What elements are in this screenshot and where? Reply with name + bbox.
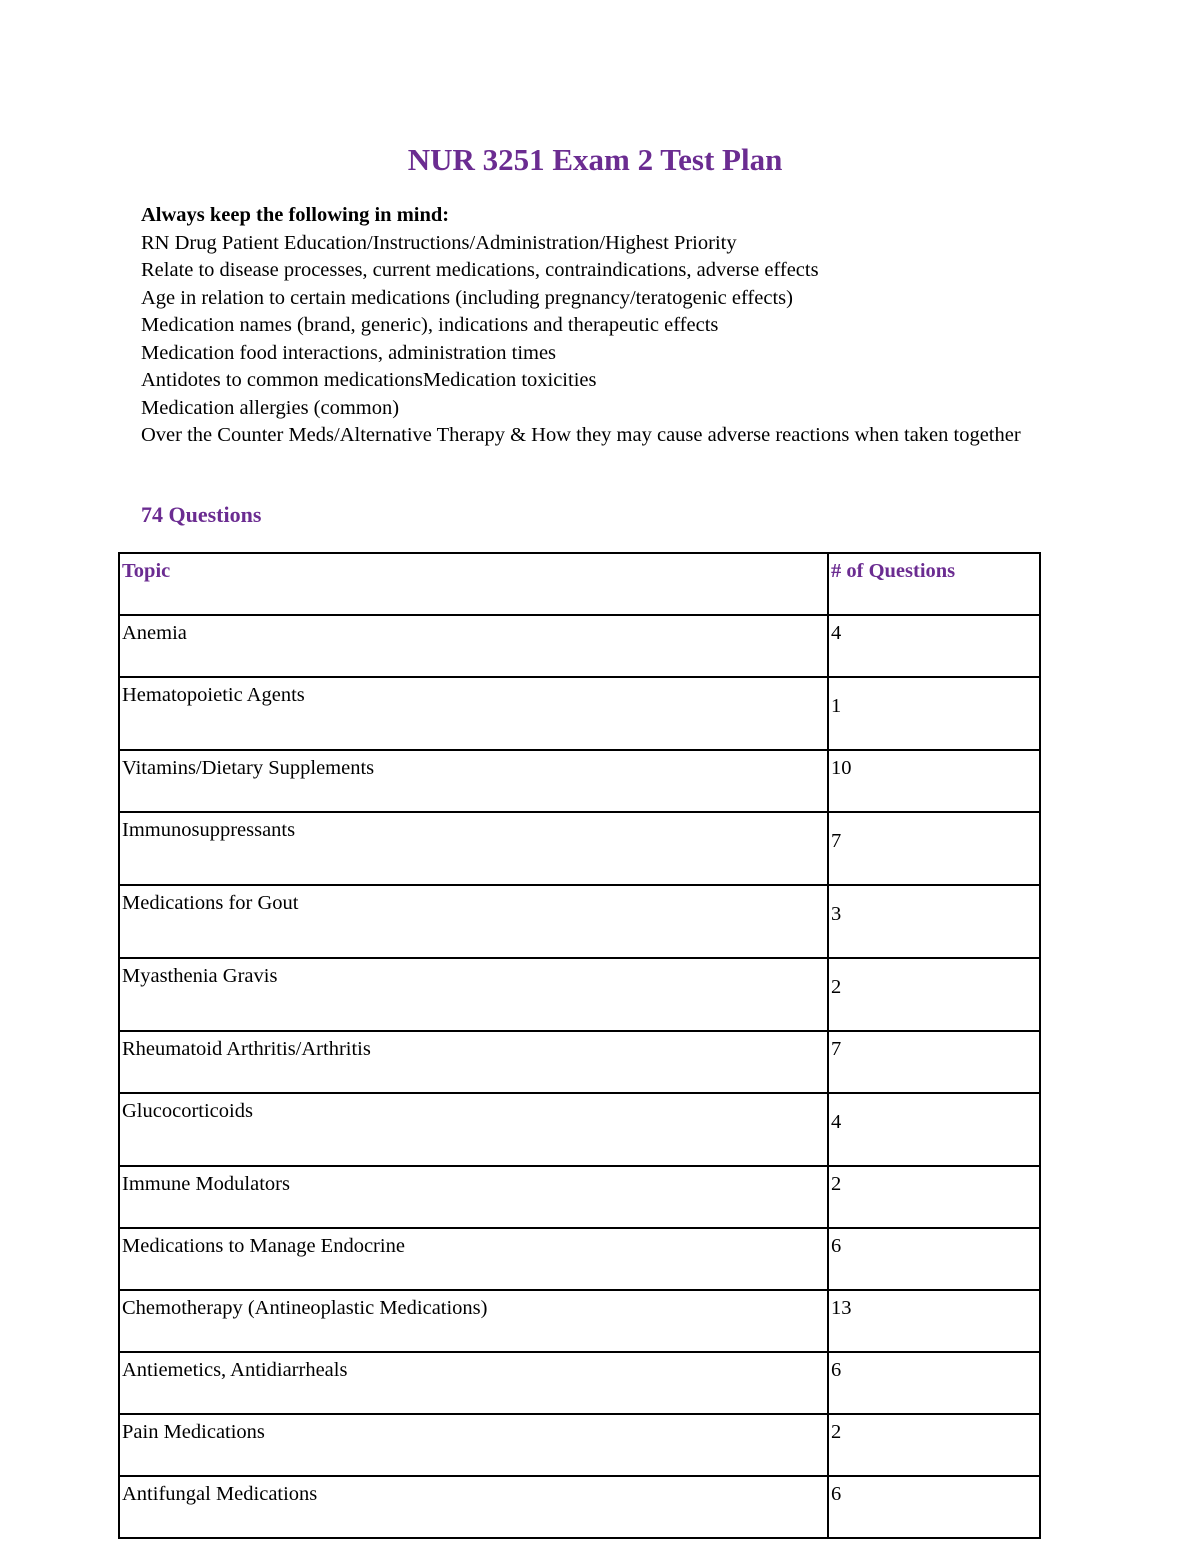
topic-cell: Medications for Gout [119, 885, 828, 958]
topic-cell: Rheumatoid Arthritis/Arthritis [119, 1031, 828, 1093]
table-row [119, 1093, 1040, 1166]
question-count-cell: 6 [828, 1476, 1040, 1538]
question-count-cell: 7 [828, 1031, 1040, 1093]
reminder-heading: Always keep the following in mind: [141, 204, 450, 226]
table-row [119, 1228, 1040, 1290]
table-row [119, 1414, 1040, 1476]
table-row [119, 1476, 1040, 1538]
question-count-cell: 10 [828, 750, 1040, 812]
question-total: 74 Questions [141, 502, 262, 527]
column-header-questions: # of Questions [828, 553, 1040, 615]
topic-cell: Vitamins/Dietary Supplements [119, 750, 828, 812]
topic-cell: Hematopoietic Agents [119, 677, 828, 750]
topic-cell: Anemia [119, 615, 828, 677]
question-count-cell: 2 [828, 958, 1040, 1031]
question-count-cell: 6 [828, 1352, 1040, 1414]
topic-cell: Immunosuppressants [119, 812, 828, 885]
table-row [119, 1290, 1040, 1352]
table-row [119, 750, 1040, 812]
table-row [119, 812, 1040, 885]
reminder-block [141, 202, 1041, 450]
table-header-row [119, 553, 1040, 615]
table-row [119, 958, 1040, 1031]
question-count-cell: 6 [828, 1228, 1040, 1290]
table-row [119, 1031, 1040, 1093]
question-count-cell: 2 [828, 1166, 1040, 1228]
reminder-item: Medication allergies (common) [141, 396, 400, 419]
reminder-item: Antidotes to common medicationsMedication toxicities [141, 369, 597, 391]
reminder-item: Over the Counter Meds/Alternative Therapy & How they may cause adverse reactions when taken together [141, 424, 1021, 446]
topic-cell: Antifungal Medications [119, 1476, 828, 1538]
reminder-item: Age in relation to certain medications (including pregnancy/teratogenic effects) [141, 286, 793, 309]
question-count-cell: 3 [828, 885, 1040, 958]
question-count-cell: 4 [828, 615, 1040, 677]
reminder-item: RN Drug Patient Education/Instructions/Administration/Highest Priority [141, 231, 737, 254]
question-count-cell: 4 [828, 1093, 1040, 1166]
topic-cell: Immune Modulators [119, 1166, 828, 1228]
question-count-cell: 7 [828, 812, 1040, 885]
question-count-cell: 13 [828, 1290, 1040, 1352]
table-row [119, 677, 1040, 750]
page-title: NUR 3251 Exam 2 Test Plan [407, 142, 783, 177]
question-count-cell: 1 [828, 677, 1040, 750]
topic-cell: Medications to Manage Endocrine [119, 1228, 828, 1290]
question-count-cell: 2 [828, 1414, 1040, 1476]
reminder-item: Medication food interactions, administration times [141, 341, 557, 364]
topic-cell: Chemotherapy (Antineoplastic Medications) [119, 1290, 828, 1352]
table-row [119, 1352, 1040, 1414]
column-header-topic: Topic [119, 553, 828, 615]
topic-cell: Pain Medications [119, 1414, 828, 1476]
reminder-item: Relate to disease processes, current medications, contraindications, adverse effects [141, 259, 819, 281]
topic-cell: Antiemetics, Antidiarrheals [119, 1352, 828, 1414]
test-plan-table [118, 552, 1041, 1539]
topic-cell: Myasthenia Gravis [119, 958, 828, 1031]
reminder-item: Medication names (brand, generic), indications and therapeutic effects [141, 314, 719, 336]
table-row [119, 1166, 1040, 1228]
table-row [119, 885, 1040, 958]
topic-cell: Glucocorticoids [119, 1093, 828, 1166]
table-row [119, 615, 1040, 677]
